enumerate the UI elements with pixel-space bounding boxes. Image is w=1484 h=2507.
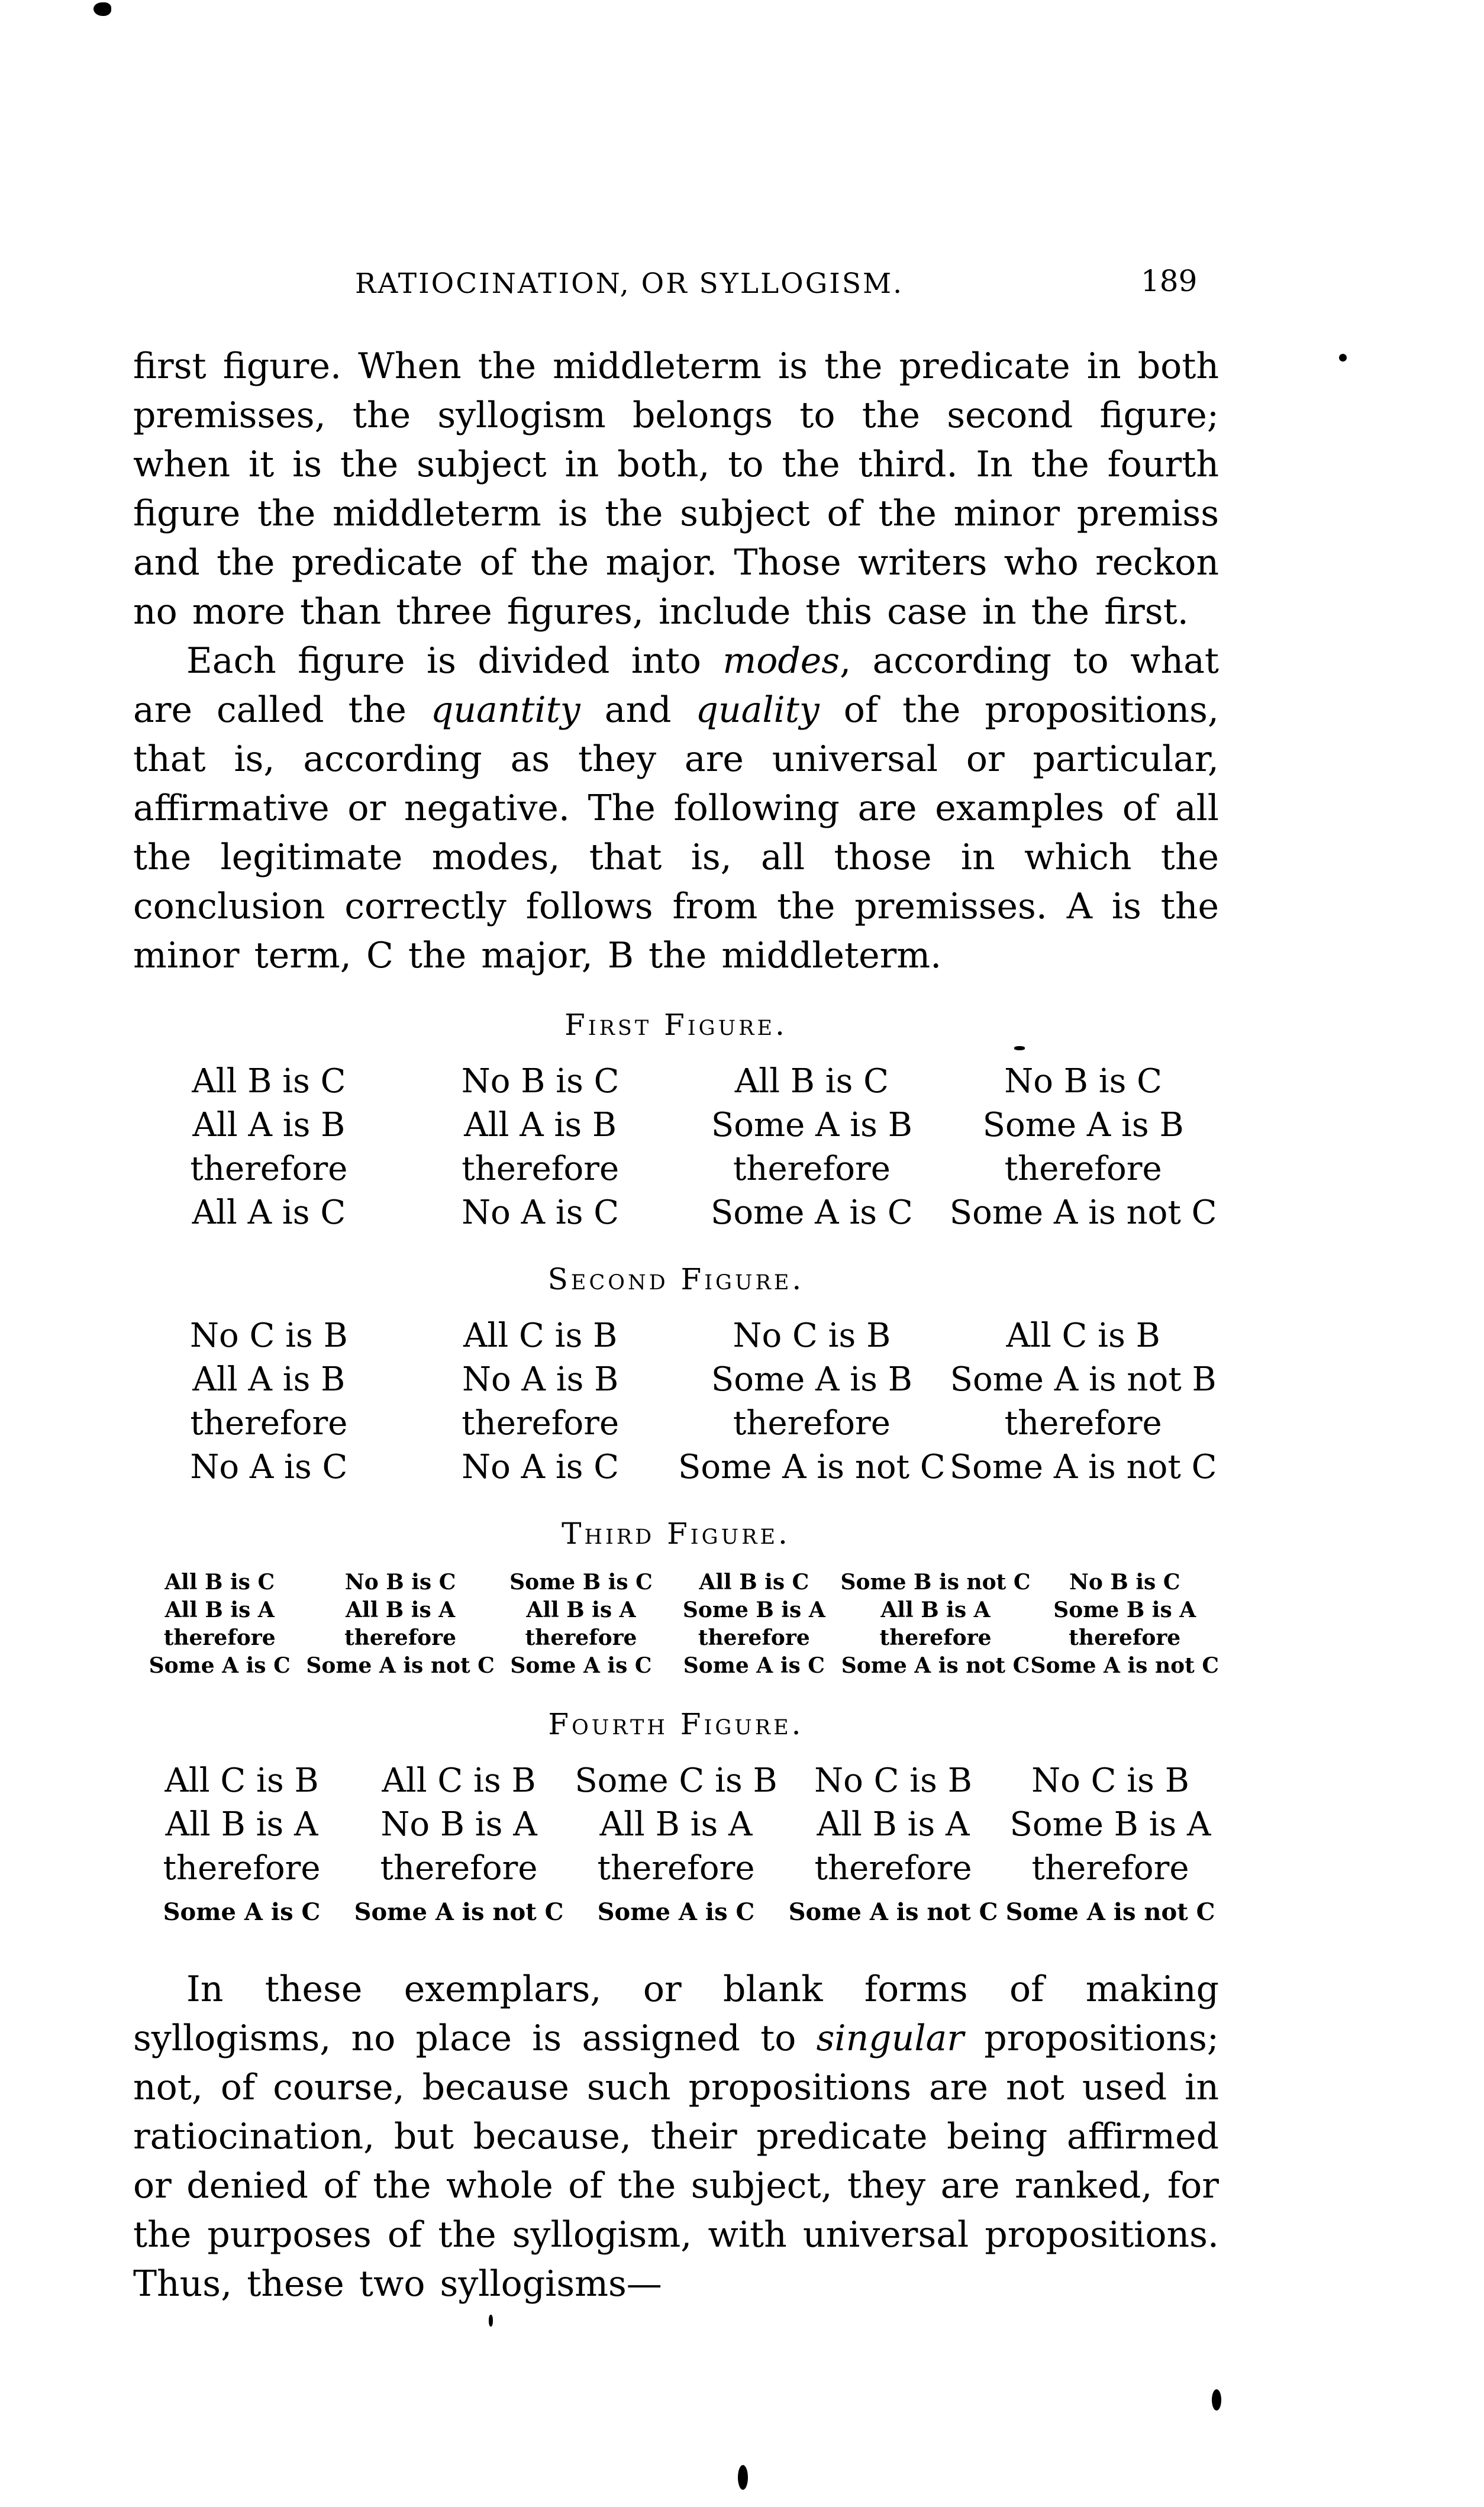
therefore-label: therefore	[733, 1150, 891, 1188]
syllogism-table-third	[133, 1569, 1219, 1680]
therefore-label: therefore	[163, 1625, 276, 1650]
therefore-label: therefore	[733, 1404, 891, 1443]
premise-line: Some B is C	[509, 1570, 653, 1595]
paragraph-text: and	[580, 689, 696, 731]
conclusion-line: All A is C	[192, 1193, 346, 1232]
therefore-label: therefore	[597, 1849, 755, 1887]
syllogism-column	[567, 1759, 785, 1934]
premise-line: All B is A	[880, 1598, 991, 1622]
italic-term-singular: singular	[816, 2018, 964, 2059]
paragraph-text: Each figure is divided into	[186, 640, 723, 682]
syllogism-column	[947, 1060, 1219, 1235]
therefore-label: therefore	[525, 1625, 637, 1650]
premise-line: All C is B	[463, 1317, 618, 1355]
premise-line: All B is A	[165, 1805, 318, 1844]
figure-title-second: Second Figure.	[547, 1262, 805, 1296]
syllogism-table-first	[133, 1060, 1219, 1235]
page-number: 189	[1141, 264, 1198, 298]
syllogism-column	[133, 1314, 405, 1489]
premise-line: No B is C	[1004, 1062, 1162, 1101]
premise-line: No A is B	[462, 1360, 619, 1399]
therefore-label: therefore	[1004, 1404, 1162, 1443]
paragraph-text: of the propositions, that is, according as they are universal or particular, affirmative or negative. The following are examples of all the legitimate modes, that is, all those in which the conclusion correctly follows from the premisses. A is the minor term, C the major, B the middleterm.	[133, 689, 1220, 976]
conclusion-line: Some A is C	[149, 1653, 291, 1678]
syllogism-column	[676, 1060, 948, 1235]
premise-line: All B is A	[164, 1598, 275, 1622]
syllogism-column	[1002, 1759, 1219, 1934]
premise-line: No B is C	[1069, 1570, 1180, 1595]
premise-line: All C is B	[1006, 1317, 1160, 1355]
ink-speck-bottom-center	[738, 2465, 748, 2490]
premise-line: No B is A	[380, 1805, 537, 1844]
syllogism-table-second	[133, 1314, 1219, 1489]
premise-line: Some A is B	[711, 1360, 912, 1399]
syllogism-column	[350, 1759, 567, 1934]
premise-line: All A is B	[192, 1360, 346, 1399]
conclusion-line: Some A is not C	[1005, 1898, 1215, 1926]
ink-speck-bottom-right	[1212, 2389, 1221, 2411]
figure-section-second	[133, 1262, 1219, 1489]
therefore-label: therefore	[163, 1849, 321, 1887]
conclusion-line: Some A is not C	[1030, 1653, 1219, 1678]
premise-line: All B is A	[817, 1805, 970, 1844]
therefore-label: therefore	[190, 1404, 348, 1443]
paragraph-figures	[133, 342, 1219, 637]
syllogism-column	[133, 1569, 306, 1680]
therefore-label: therefore	[698, 1625, 810, 1650]
premise-line: All B is C	[699, 1570, 809, 1595]
premise-line: All B is A	[345, 1598, 456, 1622]
premise-line: No C is B	[733, 1317, 891, 1355]
conclusion-line: Some A is not C	[678, 1448, 946, 1486]
premise-line: All A is B	[464, 1106, 617, 1144]
conclusion-line: No A is C	[462, 1448, 620, 1486]
conclusion-line: No A is C	[190, 1448, 348, 1486]
premise-line: Some B is A	[682, 1598, 825, 1622]
figure-title-third: Third Figure.	[562, 1517, 791, 1551]
therefore-label: therefore	[1004, 1150, 1162, 1188]
paragraph-text: , according to what are called the	[133, 640, 1219, 731]
premise-line: Some C is B	[575, 1761, 778, 1800]
premise-line: No C is B	[1031, 1761, 1189, 1800]
premise-line: No B is C	[461, 1062, 620, 1101]
premise-line: No B is C	[344, 1570, 456, 1595]
italic-term-modes: modes	[722, 640, 840, 682]
syllogism-column	[676, 1314, 948, 1489]
conclusion-line: Some A is not C	[354, 1898, 564, 1926]
conclusion-line: Some A is not C	[841, 1653, 1030, 1678]
conclusion-line: Some A is C	[597, 1898, 755, 1926]
ink-blob-top-left	[93, 2, 111, 16]
therefore-label: therefore	[344, 1625, 457, 1650]
premise-line: No C is B	[814, 1761, 972, 1800]
syllogism-column	[306, 1569, 494, 1680]
figure-title-first: First Figure.	[564, 1008, 788, 1042]
conclusion-line: Some A is C	[163, 1898, 321, 1926]
running-header-title: RATIOCINATION, OR SYLLOGISM.	[355, 267, 904, 300]
premise-line: Some B is A	[1009, 1805, 1211, 1844]
figure-section-fourth	[133, 1707, 1219, 1934]
paragraph-text: In these exemplars, or blank forms of making syllogisms, no place is assigned to	[133, 1969, 1219, 2059]
figure-section-third	[133, 1517, 1219, 1680]
conclusion-line: Some A is C	[510, 1653, 652, 1678]
figure-section-first	[133, 1008, 1219, 1235]
premise-line: Some B is A	[1053, 1598, 1196, 1622]
premise-line: All C is B	[382, 1761, 536, 1800]
premise-line: All B is C	[164, 1570, 275, 1595]
conclusion-line: No A is C	[462, 1193, 620, 1232]
therefore-label: therefore	[380, 1849, 538, 1887]
paragraph-text: propositions; not, of course, because such propositions are not used in ratiocination, but because, their predicate being affirmed or denied of the whole of the subject, they are ranked, for the purposes of the syllogism, with universal propositions. Thus, these two syllogisms—	[133, 2018, 1219, 2305]
page-content	[133, 342, 1219, 2309]
therefore-label: therefore	[462, 1150, 620, 1188]
italic-term-quality: quality	[695, 689, 820, 731]
therefore-label: therefore	[190, 1150, 348, 1188]
syllogism-column	[405, 1060, 676, 1235]
ink-speck-below-text	[489, 2315, 493, 2327]
italic-term-quantity: quantity	[430, 689, 580, 731]
therefore-label: therefore	[1031, 1849, 1189, 1887]
syllogism-column	[947, 1314, 1219, 1489]
conclusion-line: Some A is not C	[949, 1448, 1217, 1486]
premise-line: Some A is B	[711, 1106, 912, 1144]
syllogism-column	[1031, 1569, 1219, 1680]
syllogism-column	[133, 1060, 405, 1235]
paragraph-exemplars	[133, 1965, 1219, 2309]
therefore-label: therefore	[462, 1404, 620, 1443]
premise-line: All B is A	[526, 1598, 636, 1622]
premise-line: Some B is not C	[840, 1570, 1031, 1595]
premise-line: All B is C	[734, 1062, 889, 1101]
conclusion-line: Some A is C	[711, 1193, 913, 1232]
syllogism-column	[405, 1314, 676, 1489]
syllogism-table-fourth	[133, 1759, 1219, 1934]
figure-title-fourth: Fourth Figure.	[548, 1707, 804, 1741]
conclusion-line: Some A is not C	[949, 1193, 1217, 1232]
premise-line: Some A is B	[982, 1106, 1184, 1144]
syllogism-column	[785, 1759, 1002, 1934]
conclusion-line: Some A is not C	[306, 1653, 495, 1678]
premise-line: All A is B	[192, 1106, 346, 1144]
syllogism-column	[841, 1569, 1031, 1680]
syllogism-column	[133, 1759, 350, 1934]
syllogism-column	[667, 1569, 840, 1680]
premise-line: All C is B	[164, 1761, 319, 1800]
premise-line: No C is B	[189, 1317, 348, 1355]
conclusion-line: Some A is not C	[788, 1898, 998, 1926]
premise-line: Some A is not B	[950, 1360, 1217, 1399]
conclusion-line: Some A is C	[683, 1653, 825, 1678]
syllogism-column	[495, 1569, 667, 1680]
ink-speck-right-margin	[1339, 354, 1347, 362]
premise-line: All B is C	[192, 1062, 346, 1101]
therefore-label: therefore	[1069, 1625, 1181, 1650]
premise-line: All B is A	[599, 1805, 753, 1844]
paragraph-modes	[133, 637, 1219, 980]
paragraph-text: first figure. When the middleterm is the predicate in both premisses, the syllogism belongs to the second figure; when it is the subject in both, to the third. In the fourth figure the middleterm is the subject of the minor premiss and the predicate of the major. Those writers who reckon no more than three figures, include this case in the first.	[133, 346, 1219, 633]
therefore-label: therefore	[879, 1625, 992, 1650]
therefore-label: therefore	[814, 1849, 972, 1887]
